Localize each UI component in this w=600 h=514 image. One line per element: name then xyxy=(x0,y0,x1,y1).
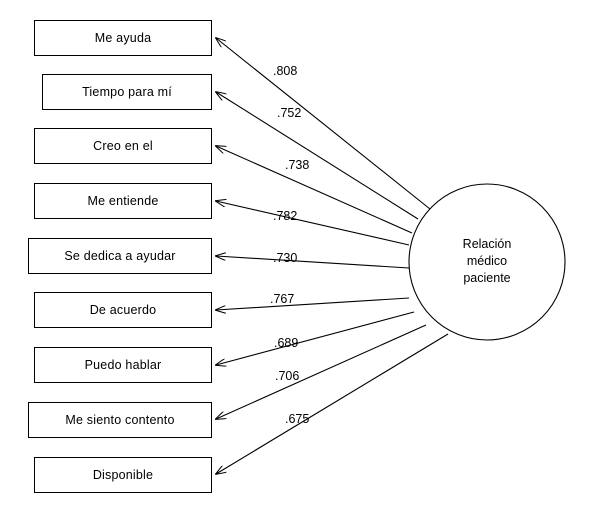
loading-label: .706 xyxy=(275,369,300,383)
indicator-box xyxy=(28,402,212,438)
indicator-label: Me siento contento xyxy=(65,413,175,427)
latent-factor-line-1: Relación xyxy=(462,237,512,251)
loading-label: .730 xyxy=(273,251,298,265)
indicator-box xyxy=(42,74,212,110)
indicator-label: Disponible xyxy=(92,468,154,482)
loading-label: .738 xyxy=(285,158,310,172)
latent-factor-line-3: paciente xyxy=(463,271,511,285)
loading-label: .689 xyxy=(274,336,299,350)
loading-label: .808 xyxy=(273,64,298,78)
loading-label: .675 xyxy=(285,412,310,426)
loading-label: .782 xyxy=(273,209,298,223)
path-arrow-7 xyxy=(216,312,414,365)
indicator-label: Me entiende xyxy=(87,194,159,208)
indicator-label: Se dedica a ayudar xyxy=(64,249,176,263)
indicator-label: De acuerdo xyxy=(89,303,157,317)
indicator-label: Me ayuda xyxy=(94,31,152,45)
indicator-label: Creo en el xyxy=(93,139,153,153)
loading-label: .752 xyxy=(277,106,302,120)
latent-factor-label xyxy=(437,236,537,287)
indicator-box xyxy=(34,183,212,219)
indicator-box xyxy=(34,292,212,328)
indicator-box xyxy=(34,457,212,493)
indicator-box xyxy=(34,128,212,164)
path-arrow-2 xyxy=(216,92,418,219)
indicator-box xyxy=(34,347,212,383)
path-arrow-4 xyxy=(216,201,409,245)
indicator-box xyxy=(34,20,212,56)
indicator-box xyxy=(28,238,212,274)
latent-factor-line-2: médico xyxy=(466,254,508,268)
path-arrow-5 xyxy=(216,256,409,268)
indicator-label: Puedo hablar xyxy=(84,358,162,372)
indicator-label: Tiempo para mí xyxy=(82,85,172,99)
path-arrow-3 xyxy=(216,146,412,233)
path-arrow-6 xyxy=(216,298,409,310)
path-arrow-8 xyxy=(216,325,426,419)
path-arrow-1 xyxy=(216,38,430,209)
loading-label: .767 xyxy=(270,292,295,306)
